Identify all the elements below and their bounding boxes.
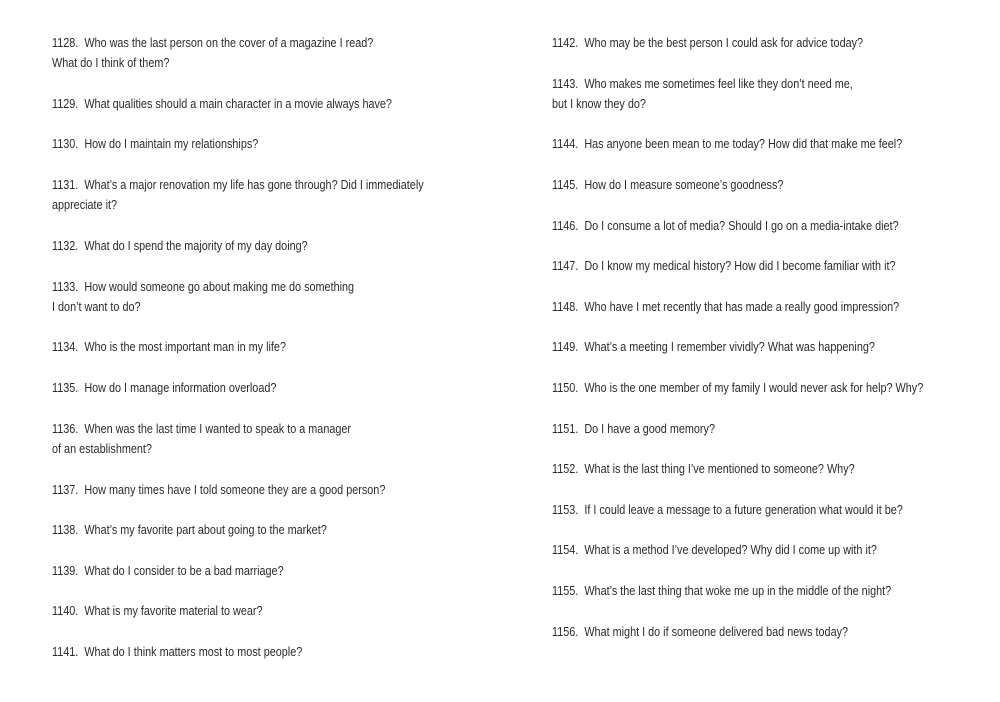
question-entry	[552, 216, 918, 236]
question-number: 1128.	[52, 36, 79, 50]
question-text: What’s a meeting I remember vividly? What was happening?	[584, 340, 875, 355]
question-continuation-line	[52, 53, 430, 73]
question-first-line	[52, 134, 430, 154]
question-first-line	[552, 33, 918, 53]
question-text: but I know they do?	[552, 96, 646, 111]
question-text: What qualities should a main character in a movie always have?	[84, 96, 392, 111]
question-number: 1141.	[52, 644, 79, 659]
question-text: What might I do if someone delivered bad news today?	[584, 624, 849, 639]
question-continuation-line	[52, 195, 430, 215]
question-entry	[552, 33, 918, 53]
question-entry	[52, 419, 430, 460]
question-continuation-line	[52, 439, 430, 459]
question-entry	[552, 622, 918, 642]
question-number: 1131.	[52, 178, 79, 193]
question-text: What do I spend the majority of my day doing?	[84, 238, 308, 253]
question-number: 1129.	[52, 96, 79, 111]
question-text: Who have I met recently that has made a really good impression?	[584, 299, 900, 314]
question-text: of an establishment?	[52, 441, 152, 456]
question-entry	[52, 480, 430, 500]
question-number: 1143.	[552, 76, 579, 91]
question-entry	[552, 134, 918, 154]
question-number: 1140.	[52, 604, 79, 619]
question-first-line	[552, 459, 918, 479]
question-first-line	[52, 378, 430, 398]
question-first-line	[52, 236, 430, 256]
question-continuation-line	[52, 297, 430, 317]
question-entry	[52, 642, 430, 662]
question-first-line	[52, 33, 430, 53]
question-entry	[552, 419, 918, 439]
question-first-line	[552, 500, 918, 520]
question-entry	[52, 134, 430, 154]
question-text: What do I think matters most to most people?	[84, 644, 303, 659]
question-number: 1138.	[52, 523, 79, 538]
question-entry	[52, 561, 430, 581]
question-text: Has anyone been mean to me today? How did that make me feel?	[584, 137, 903, 152]
question-text: How many times have I told someone they are a good person?	[84, 482, 386, 497]
question-number: 1145.	[552, 178, 579, 193]
question-text: How do I measure someone’s goodness?	[584, 178, 784, 193]
question-text: What is a method I’ve developed? Why did I come up with it?	[584, 543, 877, 558]
question-number: 1139.	[52, 563, 79, 578]
question-number: 1149.	[552, 340, 579, 355]
question-text: What’s the last thing that woke me up in the middle of the night?	[584, 584, 892, 599]
question-number: 1151.	[552, 421, 579, 436]
question-text: What is my favorite material to wear?	[84, 604, 263, 619]
question-entry	[552, 540, 918, 560]
question-first-line	[552, 622, 918, 642]
question-entry	[552, 378, 924, 398]
question-text: When was the last time I wanted to speak to a manager	[84, 421, 352, 436]
question-number: 1135.	[52, 381, 79, 396]
question-text: Do I consume a lot of media? Should I go on a media-intake diet?	[584, 218, 899, 233]
question-number: 1156.	[552, 624, 579, 639]
question-entry	[52, 337, 430, 357]
question-text: Who is the most important man in my life?	[84, 340, 286, 355]
question-entry	[52, 94, 430, 114]
question-entry	[552, 256, 918, 276]
question-text: What do I consider to be a bad marriage?	[84, 563, 284, 578]
question-text: appreciate it?	[52, 198, 118, 213]
left-page-question-list	[52, 33, 492, 683]
question-first-line	[552, 419, 918, 439]
question-text: What is the last thing I’ve mentioned to someone? Why?	[584, 462, 855, 477]
question-first-line	[552, 175, 918, 195]
question-number: 1152.	[552, 462, 579, 477]
question-first-line	[52, 94, 430, 114]
question-text: How do I maintain my relationships?	[84, 137, 259, 152]
question-first-line	[552, 256, 918, 276]
question-text: How would someone go about making me do something	[84, 279, 355, 294]
question-first-line	[552, 74, 918, 94]
question-text: Do I have a good memory?	[584, 421, 715, 436]
question-first-line	[52, 601, 430, 621]
question-first-line	[52, 480, 430, 500]
question-entry	[552, 175, 918, 195]
question-text: Who makes me sometimes feel like they don’t need me,	[584, 76, 853, 91]
question-first-line	[52, 642, 430, 662]
question-entry	[552, 337, 918, 357]
question-number: 1137.	[52, 482, 79, 497]
question-first-line	[552, 216, 918, 236]
question-entry	[52, 175, 430, 216]
question-number: 1132.	[52, 238, 79, 253]
question-entry	[552, 297, 918, 317]
question-text: What’s a major renovation my life has gone through? Did I immediately	[84, 178, 424, 193]
question-first-line	[552, 581, 918, 601]
question-number: 1142.	[552, 36, 579, 50]
question-text: I don’t want to do?	[52, 299, 141, 314]
question-number: 1134.	[52, 340, 79, 355]
question-entry	[52, 601, 430, 621]
question-first-line	[52, 561, 430, 581]
question-number: 1130.	[52, 137, 79, 152]
question-number: 1148.	[552, 299, 579, 314]
question-number: 1153.	[552, 502, 579, 517]
question-number: 1133.	[52, 279, 79, 294]
question-first-line	[552, 540, 918, 560]
question-first-line	[552, 134, 918, 154]
question-first-line	[552, 337, 918, 357]
question-text: If I could leave a message to a future generation what would it be?	[584, 502, 903, 517]
question-text: Who is the one member of my family I would never ask for help? Why?	[584, 381, 924, 396]
question-entry	[552, 500, 918, 520]
question-entry	[52, 520, 430, 540]
question-first-line	[552, 378, 924, 398]
question-entry	[552, 581, 918, 601]
question-entry	[52, 33, 430, 74]
question-continuation-line	[552, 94, 918, 114]
question-number: 1154.	[552, 543, 579, 558]
question-first-line	[52, 277, 430, 297]
question-first-line	[52, 337, 430, 357]
question-number: 1146.	[552, 218, 579, 233]
question-text: Who was the last person on the cover of a magazine I read?	[84, 36, 374, 50]
question-number: 1147.	[552, 259, 579, 274]
right-page-question-list	[552, 33, 977, 662]
question-text: What’s my favorite part about going to the market?	[84, 523, 327, 538]
question-first-line	[52, 175, 430, 195]
question-first-line	[52, 520, 430, 540]
question-entry	[52, 378, 430, 398]
question-number: 1144.	[552, 137, 579, 152]
question-number: 1136.	[52, 421, 79, 436]
question-text: What do I think of them?	[52, 56, 170, 71]
question-first-line	[552, 297, 918, 317]
question-number: 1155.	[552, 584, 579, 599]
question-entry	[552, 74, 918, 115]
question-entry	[52, 277, 430, 318]
question-text: How do I manage information overload?	[84, 381, 277, 396]
question-entry	[552, 459, 918, 479]
question-first-line	[52, 419, 430, 439]
question-number: 1150.	[552, 381, 579, 396]
question-text: Do I know my medical history? How did I become familiar with it?	[584, 259, 896, 274]
question-text: Who may be the best person I could ask for advice today?	[584, 36, 864, 50]
question-entry	[52, 236, 430, 256]
